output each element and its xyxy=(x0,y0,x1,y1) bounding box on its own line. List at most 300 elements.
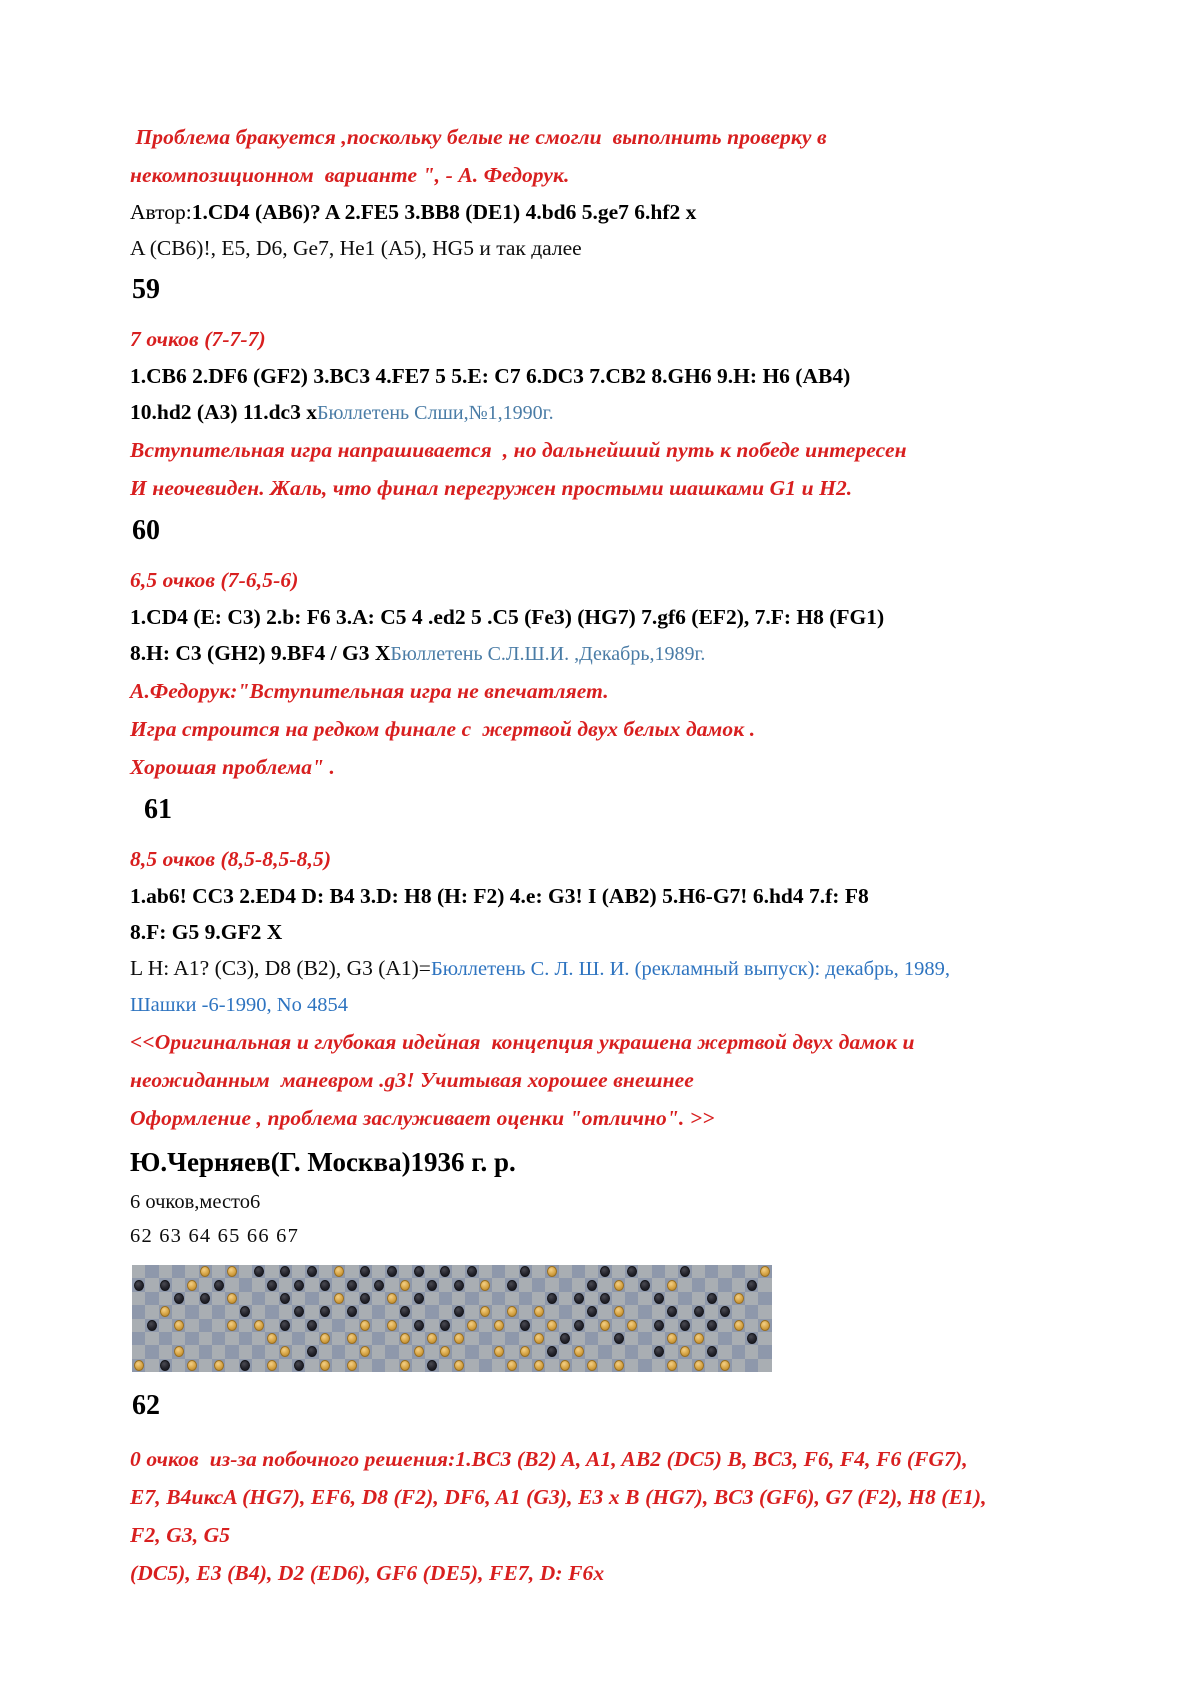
board-piece-white xyxy=(254,1320,264,1331)
board-piece-white xyxy=(534,1360,544,1371)
board-piece-white xyxy=(387,1320,397,1331)
board-square xyxy=(492,1359,505,1372)
board-square xyxy=(638,1305,651,1318)
board-square xyxy=(505,1332,518,1345)
author-label: Автор: xyxy=(130,200,192,224)
board-piece-black xyxy=(294,1360,304,1371)
board-piece-black xyxy=(267,1280,277,1291)
board-square xyxy=(625,1278,638,1291)
board-square xyxy=(718,1319,731,1332)
board-square xyxy=(465,1278,478,1291)
board-square xyxy=(412,1278,425,1291)
board-square xyxy=(545,1278,558,1291)
board-square xyxy=(345,1265,358,1278)
board-piece-black xyxy=(294,1306,304,1317)
board-square xyxy=(652,1359,665,1372)
board-square xyxy=(598,1278,611,1291)
board-piece-black xyxy=(440,1320,450,1331)
board-square xyxy=(732,1359,745,1372)
board-square xyxy=(705,1332,718,1345)
board-square xyxy=(159,1332,172,1345)
board-square xyxy=(252,1278,265,1291)
problem-number-62: 62 xyxy=(132,1390,160,1421)
board-piece-white xyxy=(134,1360,144,1371)
board-square xyxy=(559,1345,572,1358)
board-square xyxy=(479,1359,492,1372)
board-square xyxy=(359,1332,372,1345)
board-square xyxy=(585,1265,598,1278)
board-square xyxy=(452,1265,465,1278)
board-square xyxy=(705,1265,718,1278)
board-piece-white xyxy=(214,1360,224,1371)
board-square xyxy=(492,1265,505,1278)
board-piece-white xyxy=(694,1360,704,1371)
board-square xyxy=(332,1319,345,1332)
board-piece-white xyxy=(174,1320,184,1331)
board-square xyxy=(745,1345,758,1358)
board-square xyxy=(399,1292,412,1305)
board-square xyxy=(665,1265,678,1278)
source-reference-59: Бюллетень Слши,№1,1990г. xyxy=(316,402,554,424)
board-piece-black xyxy=(307,1320,317,1331)
board-piece-white xyxy=(467,1320,477,1331)
board-square xyxy=(372,1332,385,1345)
board-square xyxy=(265,1305,278,1318)
board-square xyxy=(612,1265,625,1278)
board-square xyxy=(319,1345,332,1358)
board-square xyxy=(572,1278,585,1291)
board-square xyxy=(745,1292,758,1305)
board-square xyxy=(159,1345,172,1358)
board-square xyxy=(399,1345,412,1358)
board-square xyxy=(758,1292,771,1305)
board-piece-black xyxy=(320,1280,330,1291)
board-square xyxy=(598,1332,611,1345)
board-square xyxy=(332,1278,345,1291)
board-piece-black xyxy=(747,1333,757,1344)
board-square xyxy=(519,1359,532,1372)
board-square xyxy=(292,1319,305,1332)
board-square xyxy=(425,1305,438,1318)
board-square xyxy=(692,1265,705,1278)
board-piece-white xyxy=(667,1360,677,1371)
board-square xyxy=(345,1292,358,1305)
board-square xyxy=(292,1265,305,1278)
board-square xyxy=(758,1332,771,1345)
board-piece-white xyxy=(227,1320,237,1331)
board-square xyxy=(678,1292,691,1305)
problem-number-59: 59 xyxy=(132,274,160,305)
board-square xyxy=(678,1359,691,1372)
board-piece-white xyxy=(334,1293,344,1304)
board-square xyxy=(732,1332,745,1345)
board-square xyxy=(239,1345,252,1358)
board-square xyxy=(385,1278,398,1291)
author-heading: Ю.Черняев(Г. Москва)1936 г. р. xyxy=(130,1147,516,1177)
board-square xyxy=(652,1305,665,1318)
board-square xyxy=(439,1359,452,1372)
board-square xyxy=(492,1332,505,1345)
board-piece-white xyxy=(587,1360,597,1371)
problem-moves-61-line-1: 1.ab6! CC3 2.ED4 D: B4 3.D: H8 (H: F2) 4.e: G3! I (AB2) 5.H6-G7! 6.hd4 7.f: F8 xyxy=(130,884,869,908)
board-piece-black xyxy=(214,1280,224,1291)
board-square xyxy=(399,1265,412,1278)
board-square xyxy=(625,1332,638,1345)
board-square xyxy=(439,1292,452,1305)
board-square xyxy=(172,1332,185,1345)
board-square xyxy=(185,1319,198,1332)
board-square xyxy=(665,1319,678,1332)
board-piece-white xyxy=(187,1360,197,1371)
board-square xyxy=(519,1278,532,1291)
board-piece-white xyxy=(334,1266,344,1277)
board-square xyxy=(252,1332,265,1345)
board-square xyxy=(479,1319,492,1332)
board-square xyxy=(225,1345,238,1358)
board-square xyxy=(678,1305,691,1318)
board-square xyxy=(519,1305,532,1318)
board-piece-white xyxy=(534,1306,544,1317)
board-square xyxy=(239,1292,252,1305)
problem-variation-61 xyxy=(130,950,1060,987)
board-piece-white xyxy=(480,1280,490,1291)
board-square xyxy=(532,1278,545,1291)
checkers-board-strip xyxy=(132,1265,772,1372)
board-square xyxy=(758,1359,771,1372)
board-square xyxy=(159,1292,172,1305)
board-square xyxy=(372,1359,385,1372)
board-piece-white xyxy=(454,1360,464,1371)
board-square xyxy=(359,1359,372,1372)
board-square xyxy=(519,1332,532,1345)
problem-score-60: 6,5 очков (7-6,5-6) xyxy=(130,568,299,592)
board-piece-white xyxy=(667,1280,677,1291)
board-square xyxy=(665,1345,678,1358)
board-square xyxy=(638,1345,651,1358)
board-square xyxy=(345,1345,358,1358)
board-square xyxy=(519,1292,532,1305)
board-square xyxy=(385,1345,398,1358)
board-square xyxy=(305,1305,318,1318)
board-square xyxy=(305,1278,318,1291)
board-square xyxy=(585,1292,598,1305)
problem-commentary-60-line-1: А.Федорук:"Вступительная игра не впечатляет. xyxy=(130,679,609,703)
board-square xyxy=(505,1265,518,1278)
board-square xyxy=(292,1332,305,1345)
board-square xyxy=(532,1345,545,1358)
board-square xyxy=(345,1319,358,1332)
board-square xyxy=(718,1292,731,1305)
board-piece-black xyxy=(587,1280,597,1291)
board-square xyxy=(638,1332,651,1345)
board-square xyxy=(585,1319,598,1332)
board-square xyxy=(252,1345,265,1358)
board-square xyxy=(265,1319,278,1332)
board-square xyxy=(625,1292,638,1305)
board-square xyxy=(185,1265,198,1278)
board-square xyxy=(638,1292,651,1305)
board-square xyxy=(532,1319,545,1332)
board-square xyxy=(598,1345,611,1358)
board-square xyxy=(385,1359,398,1372)
board-square xyxy=(425,1265,438,1278)
board-square xyxy=(412,1332,425,1345)
problem-score-61: 8,5 очков (8,5-8,5-8,5) xyxy=(130,847,332,871)
board-square xyxy=(159,1265,172,1278)
board-square xyxy=(212,1332,225,1345)
board-piece-black xyxy=(414,1266,424,1277)
board-square xyxy=(425,1292,438,1305)
problem-commentary-60-line-3: Хорошая проблема" . xyxy=(130,755,336,779)
author-solution-line xyxy=(130,194,1060,230)
board-square xyxy=(145,1265,158,1278)
board-square xyxy=(612,1292,625,1305)
board-square xyxy=(745,1319,758,1332)
problem-commentary-59-line-1: Вступительная игра напрашивается , но дальнейший путь к победе интересен xyxy=(130,438,907,462)
board-square xyxy=(145,1359,158,1372)
board-piece-black xyxy=(654,1320,664,1331)
problem-moves-61-line-2: 8.F: G5 9.GF2 X xyxy=(130,920,283,944)
board-square xyxy=(718,1332,731,1345)
board-square xyxy=(279,1305,292,1318)
board-square xyxy=(559,1265,572,1278)
problem-commentary-61-line-2: неожиданным маневром .g3! Учитывая хорошее внешнее xyxy=(130,1068,694,1092)
board-square xyxy=(559,1319,572,1332)
board-square xyxy=(439,1305,452,1318)
board-square xyxy=(439,1332,452,1345)
board-square xyxy=(332,1305,345,1318)
board-square xyxy=(652,1278,665,1291)
board-square xyxy=(692,1345,705,1358)
board-square xyxy=(252,1292,265,1305)
board-square xyxy=(372,1265,385,1278)
board-square xyxy=(292,1292,305,1305)
board-square xyxy=(705,1278,718,1291)
board-square xyxy=(279,1359,292,1372)
board-piece-black xyxy=(640,1280,650,1291)
author-moves: 1.CD4 (AB6)? A 2.FE5 3.BB8 (DE1) 4.bd6 5.ge7 6.hf2 x xyxy=(191,200,697,224)
board-piece-black xyxy=(347,1280,357,1291)
board-square xyxy=(145,1292,158,1305)
board-piece-black xyxy=(414,1293,424,1304)
board-square xyxy=(505,1292,518,1305)
board-square xyxy=(292,1345,305,1358)
board-square xyxy=(385,1305,398,1318)
board-square xyxy=(559,1292,572,1305)
board-square xyxy=(225,1359,238,1372)
board-square xyxy=(212,1305,225,1318)
board-square xyxy=(585,1345,598,1358)
board-piece-black xyxy=(454,1280,464,1291)
board-square xyxy=(572,1305,585,1318)
board-piece-white xyxy=(507,1360,517,1371)
board-square xyxy=(572,1359,585,1372)
board-piece-white xyxy=(387,1293,397,1304)
board-square xyxy=(545,1332,558,1345)
final-commentary-line-3: F2, G3, G5 xyxy=(130,1523,231,1547)
board-piece-black xyxy=(654,1293,664,1304)
board-square xyxy=(332,1359,345,1372)
board-piece-black xyxy=(707,1320,717,1331)
board-square xyxy=(185,1292,198,1305)
board-square xyxy=(132,1345,145,1358)
board-square xyxy=(279,1332,292,1345)
problem-commentary-61-line-3: Оформление , проблема заслуживает оценки "отлично". >> xyxy=(130,1106,715,1130)
board-square xyxy=(132,1319,145,1332)
board-piece-white xyxy=(547,1320,557,1331)
board-square xyxy=(492,1292,505,1305)
board-square xyxy=(678,1278,691,1291)
board-square xyxy=(359,1278,372,1291)
author-variation: A (CB6)!, E5, D6, Ge7, He1 (A5), HG5 и так далее xyxy=(130,236,582,260)
board-square xyxy=(559,1278,572,1291)
board-piece-white xyxy=(614,1280,624,1291)
source-reference-60: Бюллетень С.Л.Ш.И. ,Декабрь,1989г. xyxy=(390,643,706,665)
board-square xyxy=(225,1278,238,1291)
board-square xyxy=(598,1305,611,1318)
board-square xyxy=(372,1319,385,1332)
board-square xyxy=(212,1265,225,1278)
board-square xyxy=(225,1332,238,1345)
board-square xyxy=(319,1265,332,1278)
problem-moves-59-line-2 xyxy=(130,394,1060,431)
board-piece-white xyxy=(627,1320,637,1331)
problem-commentary-60-line-2: Игра строится на редком финале с жертвой двух белых дамок . xyxy=(130,717,756,741)
board-square xyxy=(172,1278,185,1291)
board-square xyxy=(385,1332,398,1345)
board-piece-black xyxy=(707,1293,717,1304)
moves-text: 8.H: C3 (GH2) 9.BF4 / G3 X xyxy=(130,641,391,665)
board-square xyxy=(452,1345,465,1358)
board-square xyxy=(625,1359,638,1372)
board-square xyxy=(692,1278,705,1291)
board-square xyxy=(412,1359,425,1372)
final-commentary-line-1: 0 очков из-за побочного решения:1.BC3 (B2) A, A1, AB2 (DC5) B, BC3, F6, F4, F6 (FG7), xyxy=(130,1447,968,1471)
board-square xyxy=(545,1359,558,1372)
board-square xyxy=(492,1305,505,1318)
board-square xyxy=(545,1305,558,1318)
board-square xyxy=(452,1292,465,1305)
board-square xyxy=(279,1278,292,1291)
board-square xyxy=(718,1345,731,1358)
board-square xyxy=(479,1292,492,1305)
board-piece-white xyxy=(347,1333,357,1344)
board-piece-white xyxy=(360,1320,370,1331)
board-piece-black xyxy=(294,1280,304,1291)
board-square xyxy=(399,1319,412,1332)
board-square xyxy=(532,1292,545,1305)
board-piece-black xyxy=(374,1280,384,1291)
board-piece-black xyxy=(574,1293,584,1304)
board-piece-black xyxy=(427,1360,437,1371)
board-square xyxy=(692,1292,705,1305)
board-piece-black xyxy=(547,1293,557,1304)
board-square xyxy=(465,1359,478,1372)
board-square xyxy=(199,1278,212,1291)
board-piece-black xyxy=(614,1333,624,1344)
board-square xyxy=(265,1265,278,1278)
board-square xyxy=(492,1278,505,1291)
board-square xyxy=(239,1319,252,1332)
board-square xyxy=(598,1359,611,1372)
board-square xyxy=(252,1359,265,1372)
board-square xyxy=(199,1305,212,1318)
board-piece-white xyxy=(734,1320,744,1331)
board-square xyxy=(638,1265,651,1278)
board-square xyxy=(732,1265,745,1278)
board-square xyxy=(372,1292,385,1305)
board-square xyxy=(505,1345,518,1358)
board-square xyxy=(705,1305,718,1318)
board-square xyxy=(732,1345,745,1358)
board-square xyxy=(452,1319,465,1332)
top-commentary-line-2: некомпозиционном варианте ", - А. Федорук. xyxy=(130,163,570,187)
board-square xyxy=(572,1332,585,1345)
board-piece-black xyxy=(694,1306,704,1317)
board-square xyxy=(252,1305,265,1318)
board-piece-black xyxy=(680,1320,690,1331)
board-square xyxy=(212,1319,225,1332)
board-square xyxy=(172,1359,185,1372)
board-square xyxy=(185,1345,198,1358)
board-square xyxy=(172,1265,185,1278)
board-square xyxy=(359,1305,372,1318)
board-square xyxy=(239,1278,252,1291)
board-square xyxy=(199,1345,212,1358)
board-square xyxy=(758,1305,771,1318)
board-square xyxy=(212,1292,225,1305)
board-square xyxy=(145,1332,158,1345)
problem-score-59: 7 очков (7-7-7) xyxy=(130,327,266,351)
top-commentary-line-1: Проблема бракуется ,поскольку белые не смогли выполнить проверку в xyxy=(130,125,827,149)
author-score-note: 6 очков,место6 xyxy=(130,1191,261,1213)
board-square xyxy=(172,1305,185,1318)
problem-commentary-61-line-1: <<Оригинальная и глубокая идейная концепция украшена жертвой двух дамок и xyxy=(130,1030,915,1054)
board-square xyxy=(505,1319,518,1332)
board-square xyxy=(652,1332,665,1345)
board-square xyxy=(745,1359,758,1372)
board-square xyxy=(718,1278,731,1291)
board-square xyxy=(758,1345,771,1358)
board-square xyxy=(199,1359,212,1372)
board-piece-black xyxy=(507,1280,517,1291)
board-piece-white xyxy=(347,1360,357,1371)
board-piece-black xyxy=(254,1266,264,1277)
board-square xyxy=(132,1332,145,1345)
board-piece-white xyxy=(227,1293,237,1304)
board-piece-white xyxy=(267,1333,277,1344)
board-square xyxy=(132,1265,145,1278)
board-square xyxy=(145,1345,158,1358)
board-square xyxy=(159,1319,172,1332)
board-square xyxy=(625,1305,638,1318)
board-piece-white xyxy=(667,1333,677,1344)
problem-moves-59-line-1: 1.CB6 2.DF6 (GF2) 3.BC3 4.FE7 5 5.E: C7 6.DC3 7.CB2 8.GH6 9.H: H6 (AB4) xyxy=(130,364,851,388)
board-square xyxy=(305,1332,318,1345)
moves-text: 10.hd2 (A3) 11.dc3 x xyxy=(130,400,317,424)
board-piece-white xyxy=(734,1293,744,1304)
problem-number-60: 60 xyxy=(132,515,160,546)
board-square xyxy=(145,1305,158,1318)
board-square xyxy=(732,1278,745,1291)
diagram-numbers: 62 63 64 65 66 67 xyxy=(130,1225,300,1247)
board-piece-white xyxy=(694,1333,704,1344)
board-piece-white xyxy=(427,1333,437,1344)
board-square xyxy=(638,1359,651,1372)
board-square xyxy=(212,1345,225,1358)
board-piece-black xyxy=(520,1320,530,1331)
board-square xyxy=(665,1292,678,1305)
